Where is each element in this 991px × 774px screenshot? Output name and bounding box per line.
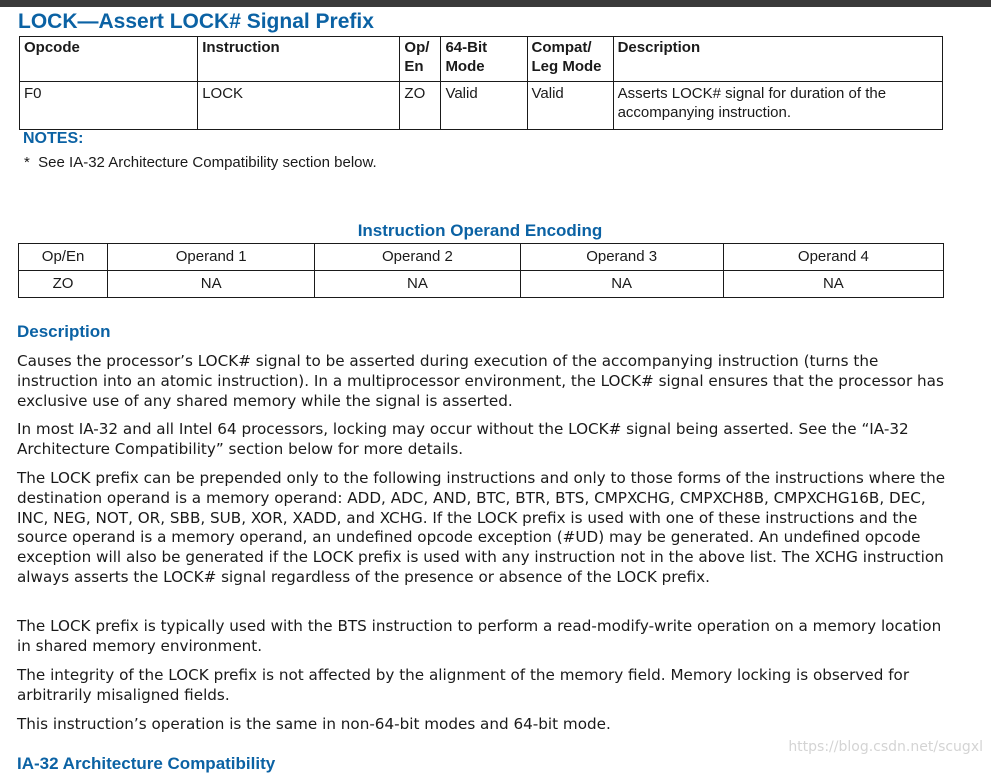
header-description: Description [613,37,942,82]
header-compat-leg-mode: Compat/ Leg Mode [527,37,613,82]
description-title: Description [17,322,111,341]
header-opcode: Opcode [20,37,198,82]
encoding-title: Instruction Operand Encoding [357,221,603,240]
description-paragraph-6: This instruction’s operation is the same in non-64-bit modes and 64-bit mode. [17,715,611,733]
cell-operand-1: NA [108,271,315,298]
table-row [20,82,943,130]
cell-description: Asserts LOCK# signal for duration of the accompanying instruction. [613,82,942,130]
description-paragraph-1: Causes the processor’s LOCK# signal to be asserted during execution of the accompanying instruction (turns the instruction into an atomic instruction). In a multiprocessor environment, the LOCK# signal ensures that the processor has exclusive use of any shared memory while the signal is asserted. [17,352,944,410]
next-section-heading: IA-32 Architecture Compatibility [17,754,276,773]
cell-compat-leg-mode: Valid [527,82,613,130]
cell-opcode: F0 [20,82,198,130]
top-bar [0,0,991,7]
cell-op-en: ZO [19,271,108,298]
cell-64-bit-mode: Valid [441,82,527,130]
description-paragraph-5: The integrity of the LOCK prefix is not affected by the alignment of the memory field. Memory locking is observed for arbitrarily misaligned fields. [17,666,910,704]
header-operand-3: Operand 3 [520,244,723,271]
opcode-table [19,36,943,130]
notes-title: NOTES: [23,130,84,147]
description-paragraph-2: In most IA-32 and all Intel 64 processors, locking may occur without the LOCK# signal being asserted. See the “IA-32 Architecture Compatibility” section below for more details. [17,420,909,458]
operand-encoding-table [18,243,944,298]
header-operand-2: Operand 2 [315,244,520,271]
cell-operand-4: NA [723,271,943,298]
description-paragraph-4: The LOCK prefix is typically used with the BTS instruction to perform a read-modify-write operation on a memory location in shared memory environment. [17,617,942,655]
header-64-bit-mode: 64-Bit Mode [441,37,527,82]
cell-operand-2: NA [315,271,520,298]
page-title: LOCK—Assert LOCK# Signal Prefix [18,10,374,33]
table-row [19,271,944,298]
header-op-en: Op/ En [400,37,441,82]
header-operand-4: Operand 4 [723,244,943,271]
description-paragraph-3: The LOCK prefix can be prepended only to the following instructions and only to those forms of the instructions where the destination operand is a memory operand: ADD, ADC, AND, BTC, BTR, BTS, CMPXCHG, CMPXCH8B, CMPXCHG16B, DEC, INC, NEG, NOT, OR, SBB, SUB, XOR, XADD, and XCHG. If the LOCK prefix is used with one of these instructions and the source operand is a memory operand, an undefined opcode exception (#UD) may be generated. An undefined opcode exception will also be generated if the LOCK prefix is used with any instruction not in the above list. The XCHG instruction always asserts the LOCK# signal regardless of the presence or absence of the LOCK prefix. [17,469,946,586]
cell-operand-3: NA [520,271,723,298]
cell-op-en: ZO [400,82,441,130]
header-instruction: Instruction [198,37,400,82]
cell-instruction: LOCK [198,82,400,130]
header-op-en: Op/En [19,244,108,271]
encoding-header-row [19,244,944,271]
notes-item: * See IA-32 Architecture Compatibility section below. [24,154,377,171]
watermark: https://blog.csdn.net/scugxl [788,739,983,755]
header-operand-1: Operand 1 [108,244,315,271]
opcode-table-header-row [20,37,943,82]
